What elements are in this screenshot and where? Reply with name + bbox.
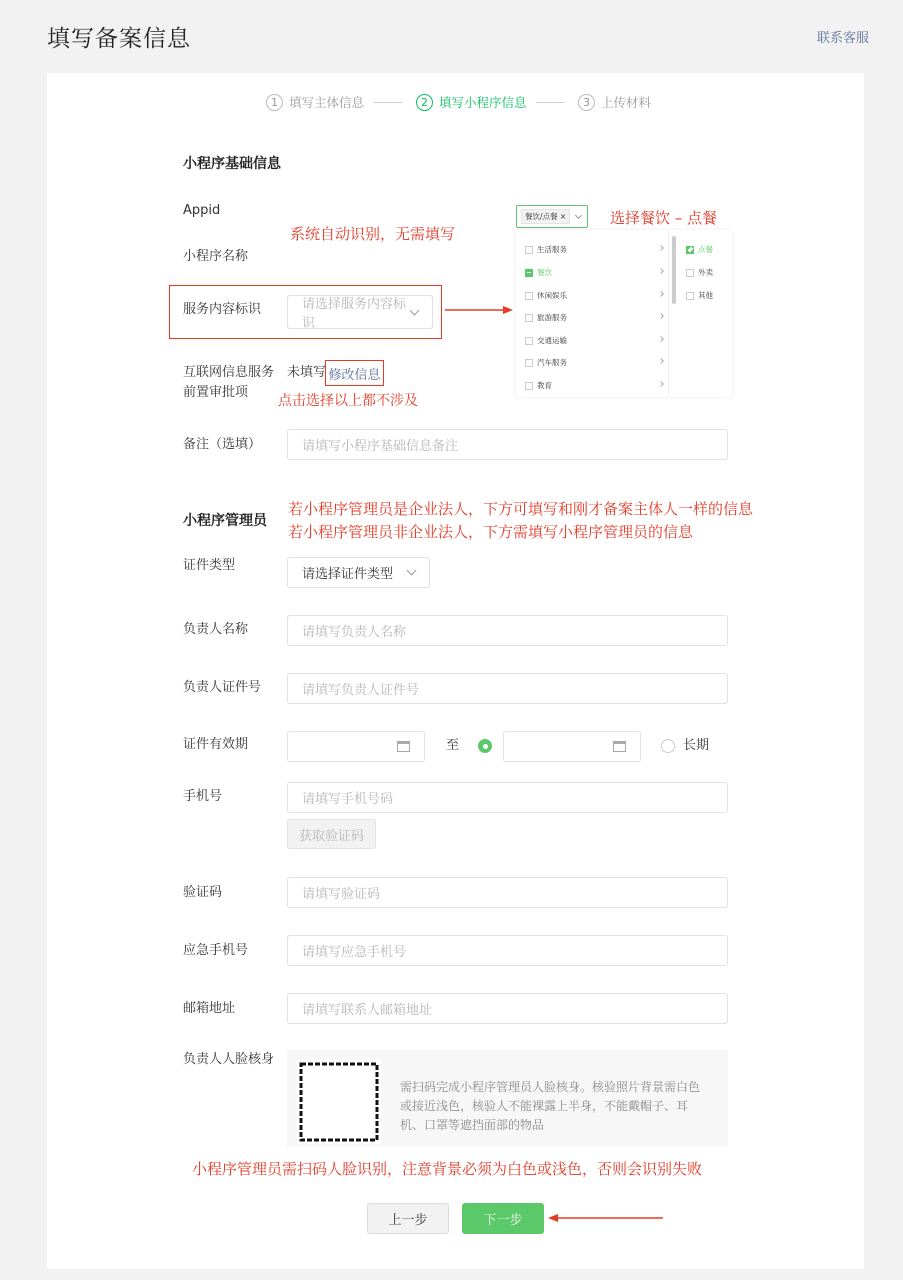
step-connector (536, 102, 564, 103)
email-input[interactable]: 请填写联系人邮箱地址 (287, 993, 728, 1024)
click-none-annotation: 点击选择以上都不涉及 (278, 393, 418, 409)
manager-id-input[interactable]: 请填写负责人证件号 (287, 673, 728, 704)
manager-id-label: 负责人证件号 (183, 680, 262, 695)
choose-food-annotation: 选择餐饮 – 点餐 (610, 209, 718, 227)
face-note-annotation: 小程序管理员需扫码人脸识别，注意背景必须为白色或浅色，否则会识别失败 (192, 1160, 703, 1178)
validity-label: 证件有效期 (183, 737, 249, 752)
dropdown-panel (516, 230, 732, 397)
category-item[interactable]: 旅游服务 (525, 312, 663, 323)
edit-info-link[interactable]: 修改信息 (325, 360, 384, 386)
next-step-button[interactable]: 下一步 (462, 1203, 544, 1234)
service-label: 服务内容标识 (183, 302, 262, 317)
chevron-down-icon (407, 566, 417, 576)
calendar-icon (397, 741, 410, 752)
category-item[interactable]: 餐饮 (525, 267, 663, 278)
step-1 (266, 93, 364, 111)
chevron-down-icon (575, 212, 582, 219)
category-item[interactable]: 教育 (525, 380, 663, 391)
category-item[interactable]: 休闲娱乐 (525, 290, 663, 301)
calendar-icon (613, 741, 626, 752)
sub-item[interactable]: 其他 (686, 290, 726, 301)
miniprogram-name-label: 小程序名称 (183, 249, 249, 264)
category-column (516, 230, 669, 397)
step-1-label: 填写主体信息 (289, 95, 365, 110)
category-item[interactable]: 生活服务 (525, 244, 663, 255)
arrow-right-icon (445, 304, 513, 316)
internet-approval-label-2: 前置审批项 (183, 385, 249, 400)
date-range-radio[interactable] (478, 739, 492, 753)
service-dropdown-preview (516, 205, 732, 397)
step-3-number: 3 (578, 94, 595, 111)
category-item[interactable]: 汽车服务 (525, 357, 663, 368)
sub-item[interactable]: 点餐 (686, 244, 726, 255)
remark-input[interactable]: 请填写小程序基础信息备注 (287, 429, 728, 460)
contact-support-link[interactable]: 联系客服 (817, 31, 870, 46)
cert-type-label: 证件类型 (183, 558, 236, 573)
scrollbar[interactable] (672, 236, 676, 304)
manager-annotation-1: 若小程序管理员是企业法人，下方可填写和刚才备案主体人一样的信息 (288, 500, 754, 518)
face-verify-label: 负责人人脸核身 (183, 1052, 275, 1067)
manager-title: 小程序管理员 (183, 513, 267, 529)
service-placeholder: 请选择服务内容标识 (302, 297, 407, 331)
code-input[interactable]: 请填写验证码 (287, 877, 728, 908)
step-3-label: 上传材料 (601, 95, 652, 110)
internet-approval-label-1: 互联网信息服务 (183, 365, 275, 380)
validity-start-input[interactable] (287, 731, 425, 762)
prev-step-button[interactable]: 上一步 (367, 1203, 449, 1234)
phone-input[interactable]: 请填写手机号码 (287, 782, 728, 813)
page-title: 填写备案信息 (47, 26, 191, 52)
step-2-label: 填写小程序信息 (439, 95, 527, 110)
step-2-number: 2 (416, 94, 433, 111)
long-term-radio[interactable] (661, 739, 675, 753)
get-code-button[interactable]: 获取验证码 (287, 819, 376, 849)
step-1-number: 1 (266, 94, 283, 111)
arrow-left-icon (548, 1212, 663, 1224)
phone-label: 手机号 (183, 789, 223, 804)
manager-name-input[interactable]: 请填写负责人名称 (287, 615, 728, 646)
basic-info-title: 小程序基础信息 (183, 156, 281, 172)
remark-label: 备注（选填） (183, 437, 262, 452)
code-label: 验证码 (183, 885, 223, 900)
service-select[interactable] (287, 295, 433, 329)
selected-tag: 餐饮/点餐 × (521, 209, 570, 224)
qr-code-icon[interactable] (297, 1060, 381, 1144)
dropdown-selected-box[interactable] (516, 205, 588, 228)
manager-annotation-2: 若小程序管理员非企业法人，下方需填写小程序管理员的信息 (288, 523, 694, 541)
email-label: 邮箱地址 (183, 1001, 236, 1016)
to-label: 至 (446, 738, 460, 753)
step-3 (578, 93, 651, 111)
appid-label: Appid (183, 203, 221, 218)
face-verify-description: 需扫码完成小程序管理员人脸核身。核验照片背景需白色 或接近浅色，核验人不能裸露上半身，不能戴帽子、耳 机、口罩等遮挡面部的物品 (400, 1080, 701, 1132)
internet-approval-status: 未填写 (287, 365, 327, 380)
cert-type-select[interactable]: 请选择证件类型 (287, 557, 430, 588)
auto-recognize-annotation: 系统自动识别，无需填写 (290, 225, 456, 243)
validity-end-input[interactable] (503, 731, 641, 762)
category-item[interactable]: 交通运输 (525, 335, 663, 346)
step-2 (416, 93, 527, 111)
sub-item[interactable]: 外卖 (686, 267, 726, 278)
step-connector (374, 102, 402, 103)
long-term-label: 长期 (683, 738, 710, 753)
manager-name-label: 负责人名称 (183, 622, 249, 637)
emergency-phone-label: 应急手机号 (183, 943, 249, 958)
emergency-phone-input[interactable]: 请填写应急手机号 (287, 935, 728, 966)
